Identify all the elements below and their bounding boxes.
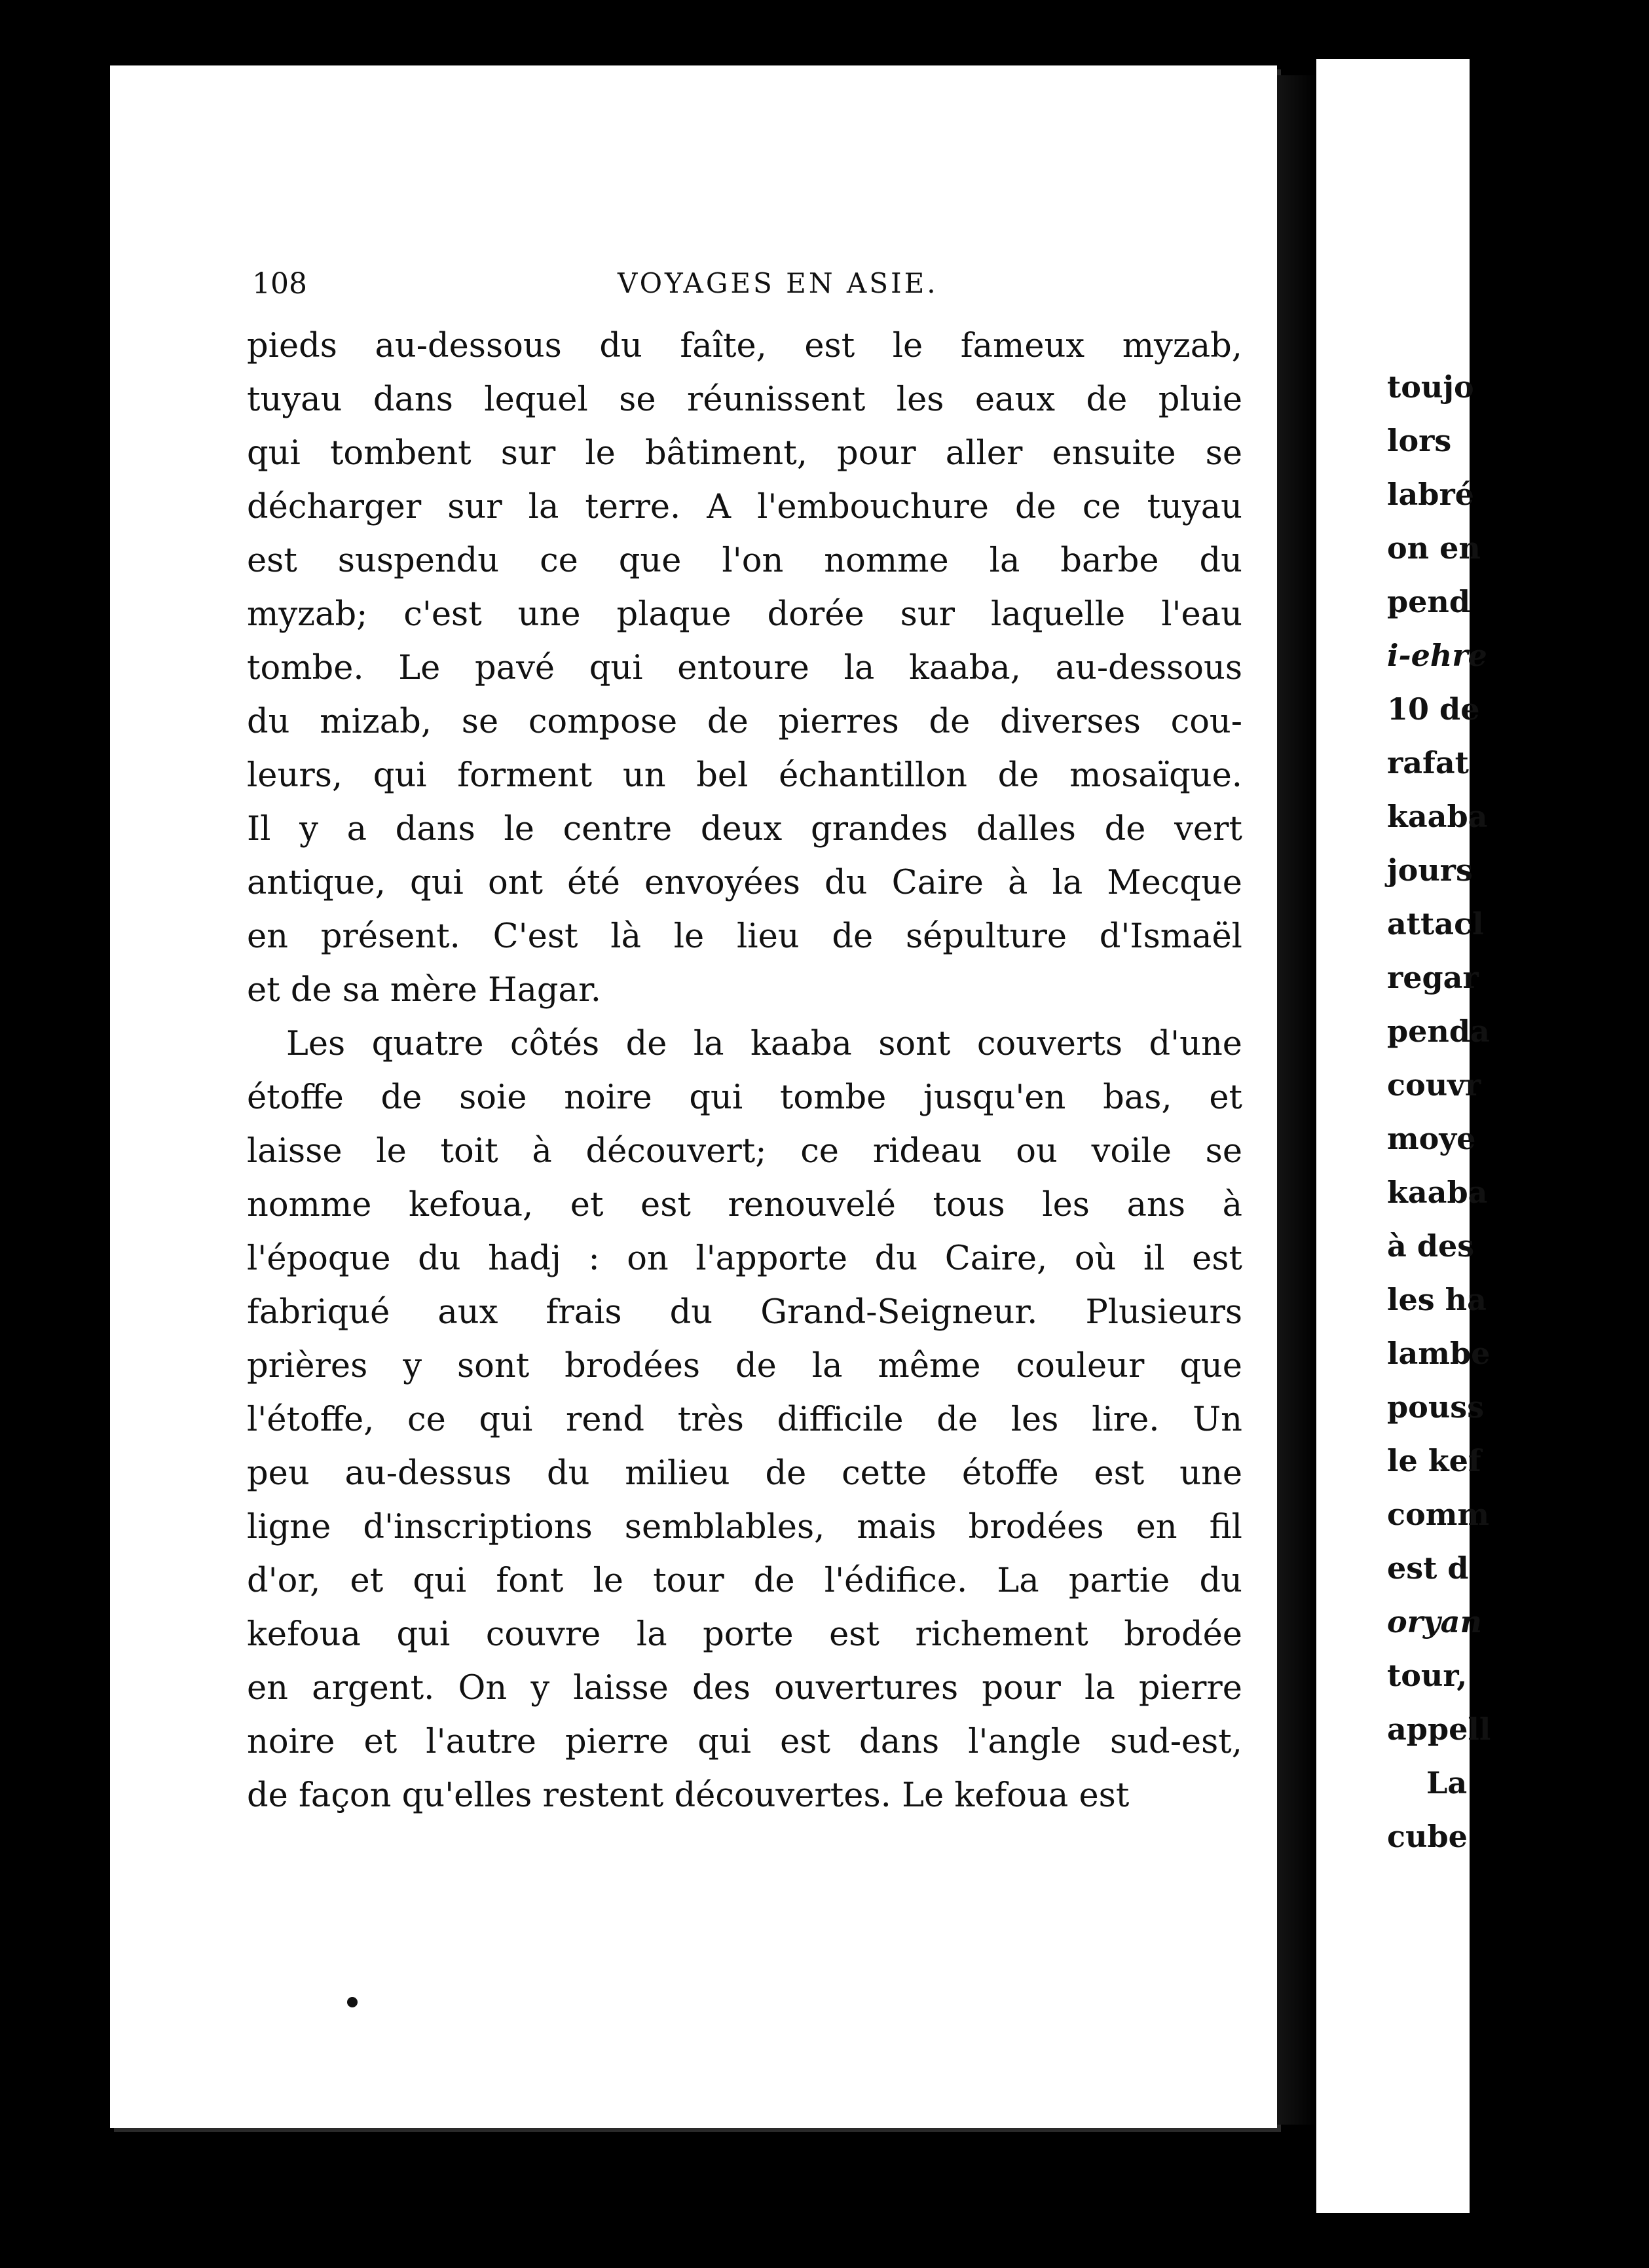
facing-page-line: les ha	[1387, 1282, 1487, 1317]
text-line: en présent. C'est là le lieu de sépulture d'Ismaël	[247, 917, 1242, 956]
text-line: noire et l'autre pierre qui est dans l'angle sud-est,	[247, 1723, 1242, 1761]
text-line: peu au-dessus du milieu de cette étoffe est une	[247, 1454, 1242, 1493]
facing-page-line: i-ehre	[1387, 638, 1487, 673]
ink-speck	[347, 1997, 358, 2007]
facing-page-line: kaaba	[1387, 799, 1488, 834]
text-line: tuyau dans lequel se réunissent les eaux de pluie	[247, 380, 1242, 419]
text-line: antique, qui ont été envoyées du Caire à la Mecque	[247, 864, 1242, 902]
text-line: Les quatre côtés de la kaaba sont couverts d'une	[286, 1025, 1242, 1063]
facing-page-line: toujo	[1387, 369, 1474, 405]
text-line: tombe. Le pavé qui entoure la kaaba, au-dessous	[247, 649, 1242, 687]
facing-page-line: La	[1426, 1765, 1468, 1801]
text-line: décharger sur la terre. A l'embouchure de ce tuyau	[247, 488, 1242, 526]
text-line: l'étoffe, ce qui rend très difficile de les lire. Un	[247, 1400, 1242, 1439]
facing-page-line: jours	[1387, 852, 1473, 888]
facing-page-line: à des	[1387, 1228, 1475, 1264]
facing-page-line: oryan	[1387, 1604, 1482, 1639]
text-line: myzab; c'est une plaque dorée sur laquelle l'eau	[247, 595, 1242, 634]
text-line: kefoua qui couvre la porte est richement brodée	[247, 1615, 1242, 1654]
facing-page-line: le kef	[1387, 1443, 1481, 1478]
text-line: du mizab, se compose de pierres de diverses cou-	[247, 703, 1242, 741]
text-line: en argent. On y laisse des ouvertures pour la pierre	[247, 1669, 1242, 1708]
facing-page-line: rafat	[1387, 745, 1469, 780]
facing-page-line: regar	[1387, 960, 1479, 995]
facing-page-line: 10 de	[1387, 691, 1480, 727]
facing-page-line: tour,	[1387, 1658, 1468, 1693]
facing-page	[1316, 59, 1491, 2213]
text-line: prières y sont brodées de la même couleur que	[247, 1347, 1242, 1385]
text-line: l'époque du hadj : on l'apporte du Caire, où il est	[247, 1239, 1242, 1278]
text-line: nomme kefoua, et est renouvelé tous les ans à	[247, 1186, 1242, 1224]
facing-page-line: on en	[1387, 530, 1481, 566]
facing-page-line: lors	[1387, 423, 1452, 458]
text-line: pieds au-dessous du faîte, est le fameux myzab,	[247, 327, 1242, 365]
text-line: étoffe de soie noire qui tombe jusqu'en bas, et	[247, 1078, 1242, 1117]
text-line: leurs, qui forment un bel échantillon de mosaïque.	[247, 756, 1242, 795]
page-number: 108	[252, 267, 307, 301]
text-line: Il y a dans le centre deux grandes dalles de vert	[247, 810, 1242, 849]
facing-page-text	[1387, 360, 1649, 1863]
facing-page-line: kaaba	[1387, 1175, 1488, 1210]
facing-page-line: est d	[1387, 1550, 1469, 1586]
facing-page-line: cube	[1387, 1819, 1468, 1854]
gutter-shadow	[1277, 75, 1316, 2125]
facing-page-line: couvr	[1387, 1067, 1481, 1103]
facing-page-line: pend	[1387, 584, 1471, 619]
facing-page-line: pouss	[1387, 1389, 1485, 1425]
text-line: et de sa mère Hagar.	[247, 971, 601, 1010]
text-line: est suspendu ce que l'on nomme la barbe du	[247, 541, 1242, 580]
facing-page-line: appell	[1387, 1711, 1491, 1747]
text-line: d'or, et qui font le tour de l'édifice. La partie du	[247, 1562, 1242, 1600]
text-line: laisse le toit à découvert; ce rideau ou voile se	[247, 1132, 1242, 1171]
facing-page-line: comm	[1387, 1497, 1490, 1532]
facing-page-line: labré	[1387, 477, 1474, 512]
text-line: de façon qu'elles restent découvertes. Le kefoua est	[247, 1776, 1130, 1815]
facing-page-line: attacl	[1387, 906, 1484, 942]
text-line: ligne d'inscriptions semblables, mais brodées en fil	[247, 1508, 1242, 1546]
facing-page-line: moye	[1387, 1121, 1476, 1156]
running-title: VOYAGES EN ASIE.	[618, 267, 938, 299]
facing-page-line: penda	[1387, 1014, 1490, 1049]
text-line: fabriqué aux frais du Grand-Seigneur. Plusieurs	[247, 1293, 1242, 1332]
body-text	[247, 320, 1242, 1823]
running-header	[252, 267, 1248, 306]
text-line: qui tombent sur le bâtiment, pour aller ensuite se	[247, 434, 1242, 473]
facing-page-line: lambe	[1387, 1336, 1491, 1371]
